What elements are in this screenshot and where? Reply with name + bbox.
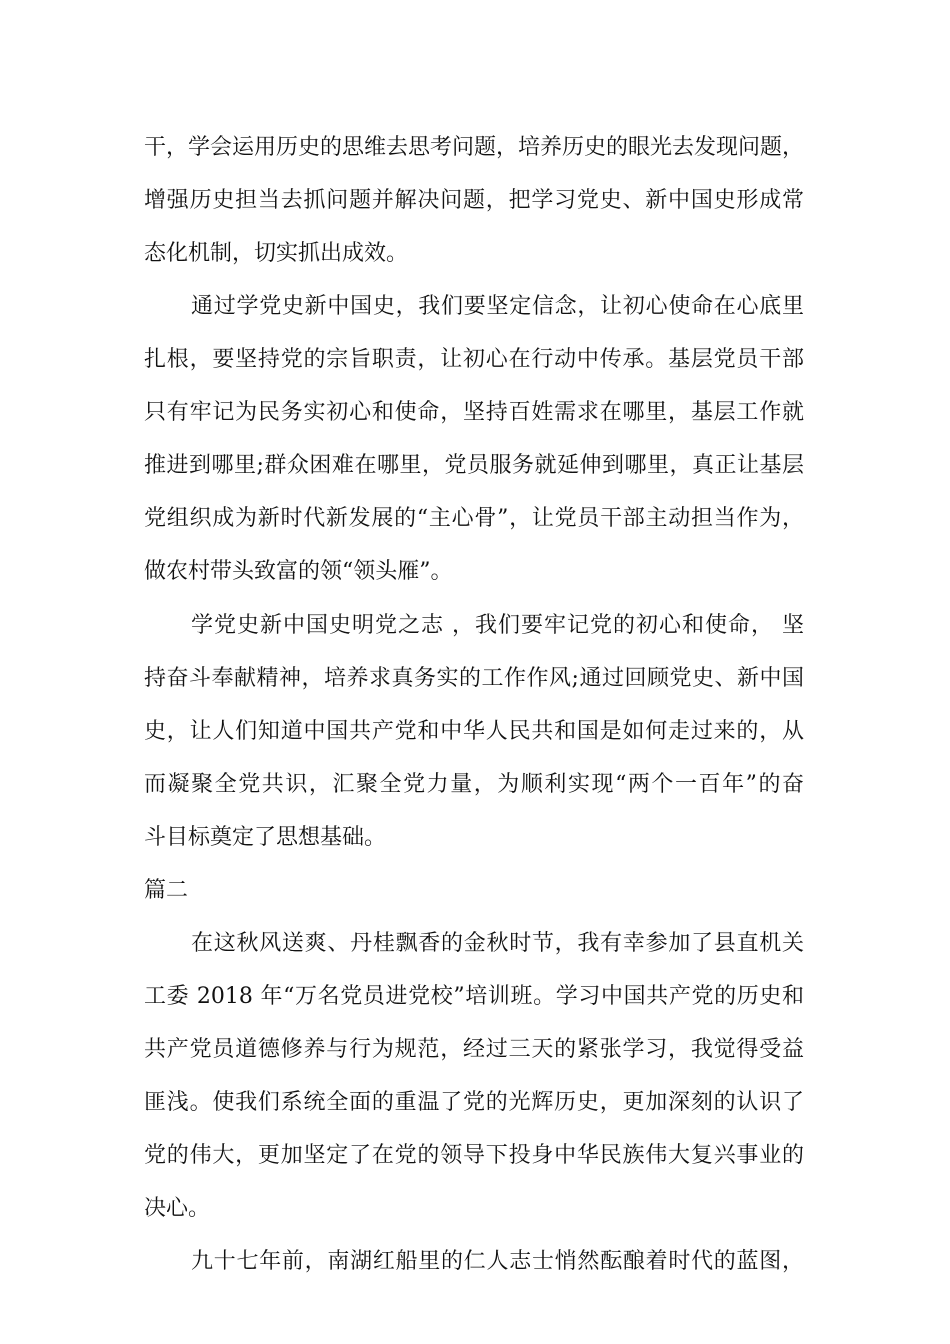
section-heading: 篇二: [144, 878, 189, 903]
paragraph-line: 通过学党史新中国史，我们要坚定信念，让初心使命在心底里: [191, 294, 804, 319]
paragraph-line: 只有牢记为民务实初心和使命，坚持百姓需求在哪里，基层工作就: [144, 400, 804, 425]
paragraph-line: 而凝聚全党共识，汇聚全党力量，为顺利实现“两个一百年”的奋: [144, 772, 804, 797]
paragraph-line: 党组织成为新时代新发展的“主心骨”，让党员干部主动担当作为，: [144, 506, 804, 531]
paragraph-line: 做农村带头致富的领“领头雁”。: [144, 559, 453, 584]
paragraph-line: 决心。: [144, 1196, 211, 1221]
paragraph-line: 九十七年前，南湖红船里的仁人志士悄然酝酿着时代的蓝图，: [191, 1249, 804, 1274]
paragraph-line: 共产党员道德修养与行为规范，经过三天的紧张学习，我觉得受益: [144, 1037, 804, 1062]
paragraph-line: 扎根，要坚持党的宗旨职责，让初心在行动中传承。基层党员干部: [144, 347, 804, 372]
paragraph-line: 学党史新中国史明党之志 ，我们要牢记党的初心和使命， 坚: [191, 613, 804, 638]
paragraph-line: 工委 2018 年“万名党员进党校”培训班。学习中国共产党的历史和: [144, 984, 804, 1009]
paragraph-line: 斗目标奠定了思想基础。: [144, 825, 387, 850]
paragraph-line: 持奋斗奉献精神，培养求真务实的工作作风;通过回顾党史、新中国: [144, 666, 804, 691]
paragraph-line: 干，学会运用历史的思维去思考问题，培养历史的眼光去发现问题，: [144, 135, 804, 160]
paragraph-line: 党的伟大，更加坚定了在党的领导下投身中华民族伟大复兴事业的: [144, 1143, 804, 1168]
paragraph-line: 史，让人们知道中国共产党和中华人民共和国是如何走过来的，从: [144, 719, 804, 744]
paragraph-line: 匪浅。使我们系统全面的重温了党的光辉历史，更加深刻的认识了: [144, 1090, 804, 1115]
paragraph-line: 增强历史担当去抓问题并解决问题，把学习党史、新中国史形成常: [144, 188, 804, 213]
paragraph-line: 在这秋风送爽、丹桂飘香的金秋时节，我有幸参加了县直机关: [191, 931, 804, 956]
paragraph-line: 推进到哪里;群众困难在哪里，党员服务就延伸到哪里，真正让基层: [144, 453, 804, 478]
paragraph-line: 态化机制，切实抓出成效。: [144, 241, 409, 266]
